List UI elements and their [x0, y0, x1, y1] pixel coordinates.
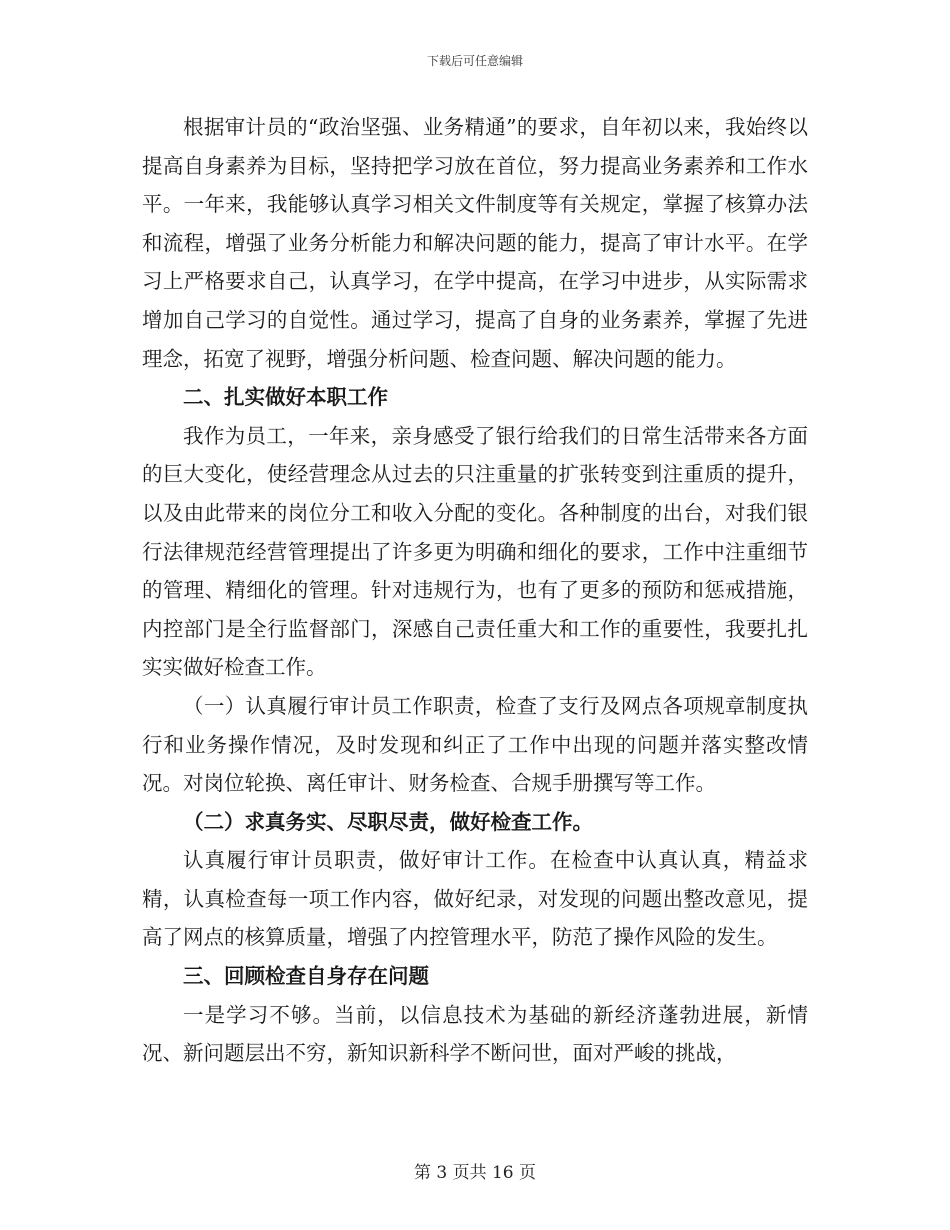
paragraph-study: 根据审计员的“政治坚强、业务精通”的要求，自年初以来，我始终以提高自身素养为目标，坚持把学习放在首位，努力提高业务素养和工作水平。一年来，我能够认真学习相关文件制度等有关规定，掌握了核算办法和流程，增强了业务分析能力和解决问题的能力，提高了审计水平。在学习上严格要求自己，认真学习，在学中提高，在学习中进步，从实际需求增加自己学习的自觉性。通过学习，提高了自身的业务素养，掌握了先进理念，拓宽了视野，增强分析问题、检查问题、解决问题的能力。	[142, 115, 808, 371]
paragraph-problems: 一是学习不够。当前，以信息技术为基础的新经济蓬勃进展，新情况、新问题层出不穷，新知识新科学不断问世，面对严峻的挑战，	[142, 1002, 808, 1066]
page-header: 下载后可任意编辑	[426, 54, 523, 68]
document-body	[142, 108, 808, 1073]
paragraph-inspection: 认真履行审计员职责，做好审计工作。在检查中认真认真，精益求精，认真检查每一项工作内容，做好纪录，对发现的问题出整改意见，提高了网点的核算质量，增强了内控管理水平，防范了操作风险的发生。	[142, 848, 808, 950]
section-heading-duties: 二、扎实做好本职工作	[183, 385, 388, 410]
subsection-heading-inspection: （二）求真务实、尽职尽责，做好检查工作。	[183, 809, 593, 834]
paragraph-duties: 我作为员工，一年来，亲身感受了银行给我们的日常生活带来各方面的巨大变化，使经营理念从过去的只注重量的扩张转变到注重质的提升，以及由此带来的岗位分工和收入分配的变化。各种制度的出台，对我们银行法律规范经营管理提出了许多更为明确和细化的要求，工作中注重细节的管理、精细化的管理。针对违规行为，也有了更多的预防和惩戒措施，内控部门是全行监督部门，深感自己责任重大和工作的重要性，我要扎扎实实做好检查工作。	[142, 423, 808, 680]
paragraph-audit-duties: （一）认真履行审计员工作职责，检查了支行及网点各项规章制度执行和业务操作情况，及时发现和纠正了工作中出现的问题并落实整改情况。对岗位轮换、离任审计、财务检查、合规手册撰写等工作。	[142, 693, 808, 796]
page-number: 第 3 页共 16 页	[413, 1163, 537, 1183]
section-heading-problems: 三、回顾检查自身存在问题	[183, 964, 429, 989]
